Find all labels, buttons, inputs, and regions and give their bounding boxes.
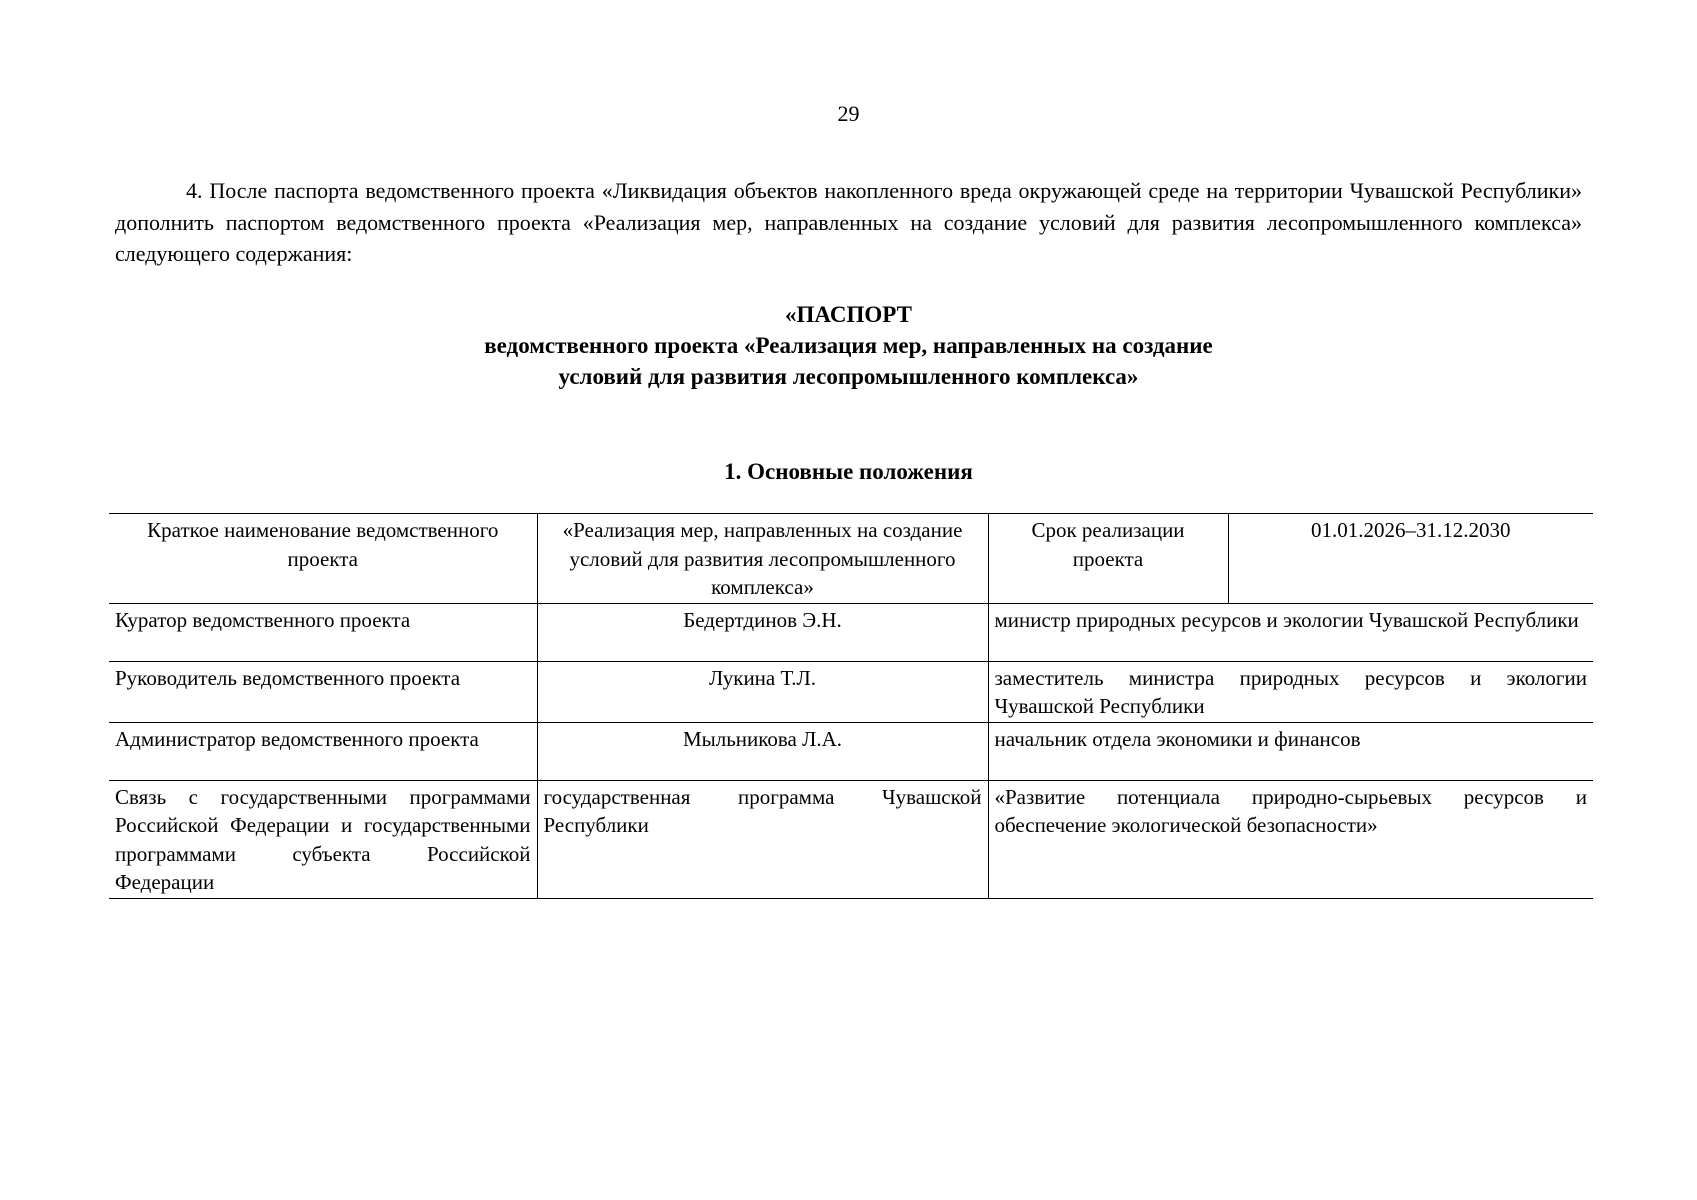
program-type: государственная программа Чувашской Республики	[537, 780, 988, 898]
short-name-value: «Реализация мер, направленных на создание условий для развития лесопромышленного комплекса»	[537, 514, 988, 604]
head-label: Руководитель ведомственного проекта	[109, 661, 537, 722]
passport-title: «ПАСПОРТ	[785, 302, 912, 327]
table-row	[109, 722, 1593, 780]
head-position: заместитель министра природных ресурсов и экологии Чувашской Республики	[988, 661, 1593, 722]
program-name: «Развитие потенциала природно-сырьевых ресурсов и обеспечение экологической безопасности»	[988, 780, 1593, 898]
main-provisions-table	[109, 513, 1593, 899]
page-number: 29	[837, 101, 860, 126]
administrator-label: Администратор ведомственного проекта	[109, 722, 537, 780]
table-row	[109, 661, 1593, 722]
table-row	[109, 514, 1593, 604]
passport-subtitle-line-2: условий для развития лесопромышленного комплекса»	[558, 364, 1139, 389]
curator-name: Бедертдинов Э.Н.	[537, 603, 988, 661]
administrator-name: Мыльникова Л.А.	[537, 722, 988, 780]
curator-position: министр природных ресурсов и экологии Чувашской Республики	[988, 603, 1593, 661]
program-link-label: Связь с государственными программами Российской Федерации и государственными программами субъекта Российской Федерации	[109, 780, 537, 898]
term-label: Срок реализации проекта	[988, 514, 1228, 604]
table-row	[109, 780, 1593, 898]
curator-label: Куратор ведомственного проекта	[109, 603, 537, 661]
section-title: 1. Основные положения	[724, 459, 973, 484]
short-name-label: Краткое наименование ведомственного проекта	[109, 514, 537, 604]
table-row	[109, 603, 1593, 661]
intro-paragraph: 4. После паспорта ведомственного проекта «Ликвидация объектов накопленного вреда окружающей среде на территории Чувашской Республики» дополнить паспортом ведомственного проекта «Реализация мер, направленных на создание условий для развития лесопромышленного комплекса» следующего содержания:	[115, 178, 1582, 266]
head-name: Лукина Т.Л.	[537, 661, 988, 722]
term-value: 01.01.2026–31.12.2030	[1228, 514, 1593, 604]
administrator-position: начальник отдела экономики и финансов	[988, 722, 1593, 780]
passport-heading	[0, 299, 1697, 392]
passport-subtitle-line-1: ведомственного проекта «Реализация мер, направленных на создание	[484, 333, 1213, 358]
